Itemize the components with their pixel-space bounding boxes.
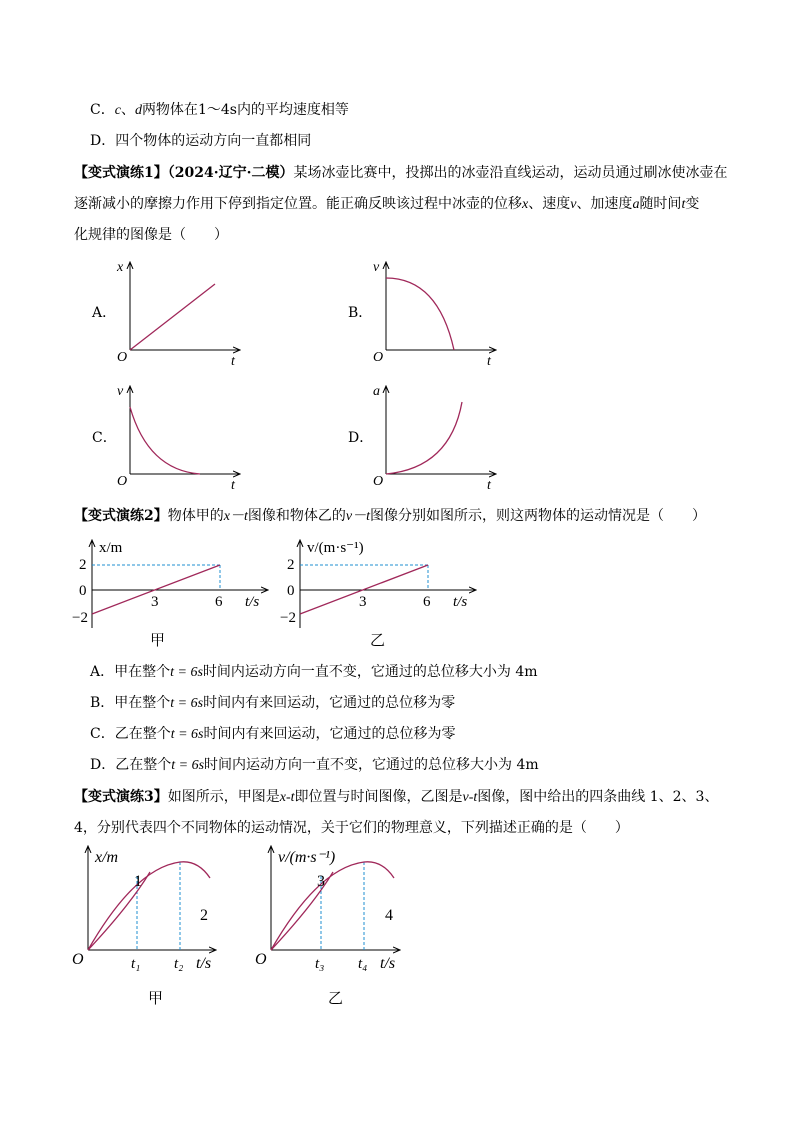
q2-option-c: C．乙在整个t = 6s时间内有来回运动，它通过的总位移为零 [90, 726, 456, 742]
origin-label: O [117, 474, 128, 489]
q2-stem: 【变式演练2】物体甲的x－t图像和物体乙的v－t图像分别如图所示，则这两物体的运动情况是（ ） [74, 508, 706, 524]
q2-option-d: D．乙在整个t = 6s时间内运动方向一直不变，它通过的总位移大小为 4m [90, 757, 539, 773]
q2-chart-jia [72, 540, 268, 649]
caption-jia: 甲 [148, 991, 164, 1007]
t-label: t [487, 478, 491, 493]
ytick-0: 0 [287, 583, 295, 599]
q2-option-b: B．甲在整个t = 6s时间内有来回运动，它通过的总位移为零 [90, 695, 456, 711]
q1-graph-b-label: B． [348, 305, 373, 321]
ytick-neg2: −2 [280, 610, 296, 626]
option-d-prev: D．四个物体的运动方向一直都相同 [90, 133, 312, 149]
q1-line1: 【变式演练1】（2024·辽宁·二模）某场冰壶比赛中，投掷出的冰壶沿直线运动，运动员通过刷冰使冰壶在 [74, 165, 728, 181]
xtick-3: 3 [151, 594, 159, 610]
ytick-2: 2 [287, 557, 295, 573]
xtick-6: 6 [423, 594, 431, 610]
curve [386, 278, 454, 350]
origin-label: O [72, 951, 84, 968]
q1-line2: 逐渐减小的摩擦力作用下停到指定位置。能正确反映该过程中冰壶的位移x、速度v、加速度a随时间t变 [74, 196, 700, 212]
tick-t4: t₄ [358, 956, 368, 972]
origin-label: O [255, 951, 267, 968]
xtick-3: 3 [359, 594, 367, 610]
q3-graph-jia [72, 846, 216, 1007]
caption-yi: 乙 [328, 991, 344, 1007]
y-axis-label: v/(m·s⁻¹) [278, 849, 336, 866]
ytick-neg2: −2 [72, 610, 88, 626]
ytick-0: 0 [79, 583, 87, 599]
curve [130, 407, 200, 474]
option-c-prev: C．c、d两物体在1～4s内的平均速度相等 [90, 102, 349, 118]
origin-label: O [117, 350, 128, 365]
t-label: t [231, 354, 235, 369]
q3-line2: 4，分别代表四个不同物体的运动情况，关于它们的物理意义，下列描述正确的是（ ） [74, 820, 629, 836]
y-label: v [373, 260, 380, 275]
curve-1-label: 1 [134, 873, 142, 890]
y-axis-label: x/m [99, 540, 123, 556]
q1-graph-b [373, 260, 496, 369]
q2-option-a: A．甲在整个t = 6s时间内运动方向一直不变，它通过的总位移大小为 4m [90, 664, 538, 680]
tick-t3: t₃ [315, 956, 325, 972]
y-label: x [117, 260, 124, 275]
q1-line3: 化规律的图像是（ ） [74, 227, 228, 243]
t-label: t [487, 354, 491, 369]
x-axis-label: t/s [196, 955, 212, 972]
q1-graph-d-label: D． [348, 430, 374, 446]
x-axis-label: t/s [453, 594, 468, 610]
xtick-6: 6 [215, 594, 223, 610]
curve [130, 284, 215, 350]
tick-t2: t₂ [174, 956, 184, 972]
origin-label: O [373, 474, 384, 489]
q3-graph-yi [255, 846, 400, 1007]
q2-chart-yi [280, 540, 476, 649]
q1-graph-d [373, 384, 496, 493]
y-label: a [373, 384, 380, 399]
caption-jia: 甲 [150, 633, 166, 649]
t-label: t [231, 478, 235, 493]
curve-3-label: 3 [317, 873, 325, 890]
y-axis-label: x/m [95, 849, 119, 866]
q1-graph-a-label: A． [92, 305, 117, 321]
curve-2-label: 2 [200, 907, 208, 924]
origin-label: O [373, 350, 384, 365]
caption-yi: 乙 [370, 633, 386, 649]
curve-4-label: 4 [385, 907, 393, 924]
q1-graph-c-label: C． [92, 430, 117, 446]
x-axis-label: t/s [380, 955, 396, 972]
tick-t1: t₁ [131, 956, 141, 972]
curve-2 [88, 862, 210, 950]
q1-graph-a [116, 260, 240, 369]
x-axis-label: t/s [245, 594, 260, 610]
y-axis-label: v/(m·s⁻¹) [307, 540, 364, 556]
ytick-2: 2 [79, 557, 87, 573]
q3-line1: 【变式演练3】如图所示，甲图是x-t即位置与时间图像，乙图是v-t图像，图中给出的四条曲线 1、2、3、 [74, 789, 719, 805]
q1-graph-c [117, 384, 240, 493]
y-label: v [117, 384, 124, 399]
curve-4 [271, 862, 394, 950]
curve [386, 402, 462, 474]
